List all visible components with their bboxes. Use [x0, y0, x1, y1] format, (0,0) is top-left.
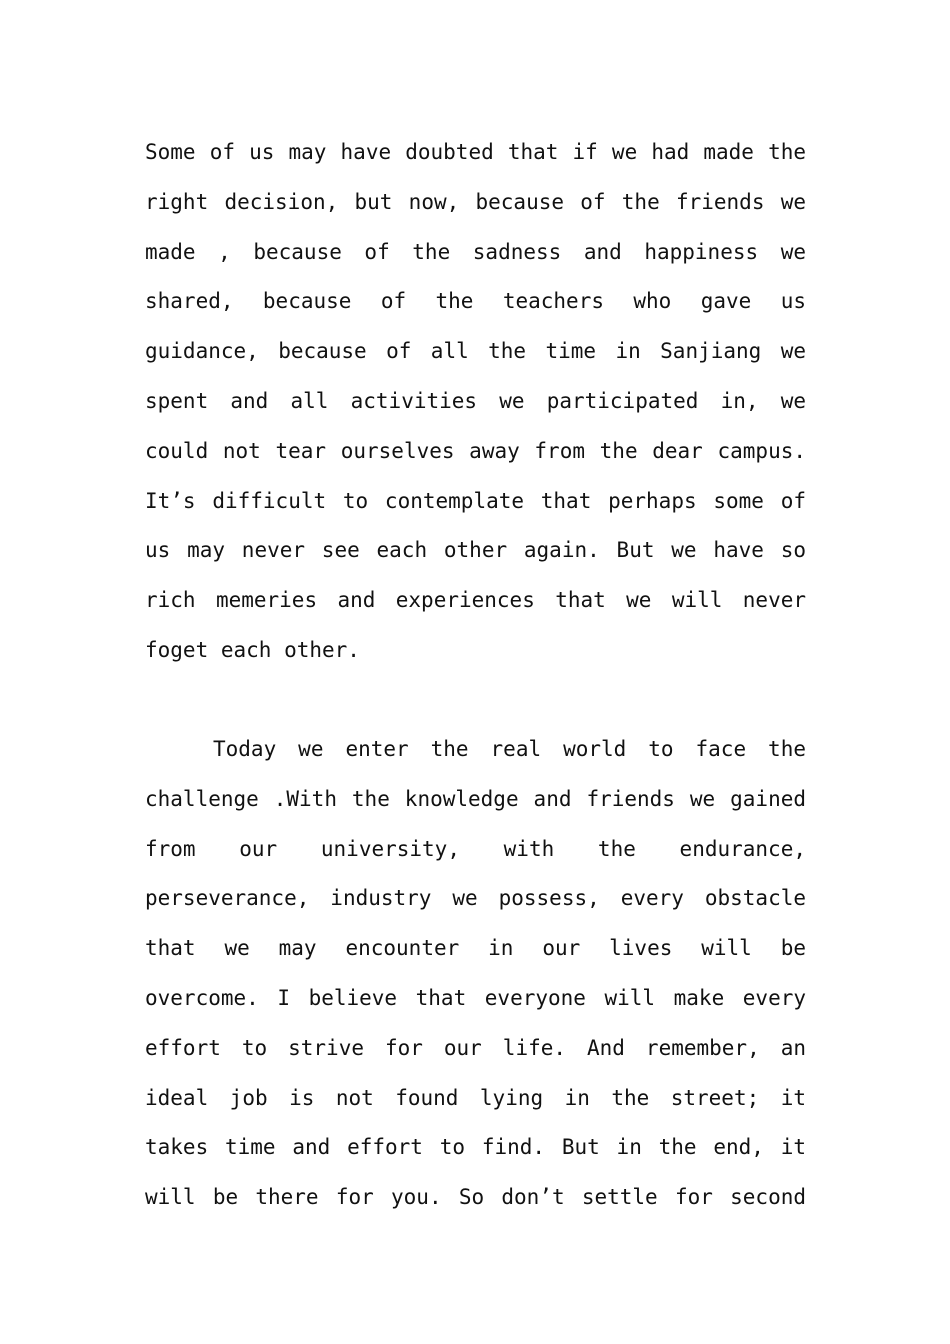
paragraph-1 [145, 128, 806, 676]
text-line: It’s difficult to contemplate that perhaps some of [145, 488, 806, 513]
text-line: perseverance, industry we possess, every obstacle [145, 886, 806, 911]
text-line: will be there for you. So don’t settle for second [145, 1185, 806, 1210]
text-line: could not tear ourselves away from the dear campus. [145, 438, 806, 463]
text-line: Today we enter the real world to face the [213, 737, 806, 761]
text-line: that we may encounter in our lives will be [145, 936, 806, 961]
text-line: rich memeries and experiences that we will never [145, 588, 806, 613]
text-line: effort to strive for our life. And remember, an [145, 1035, 806, 1060]
text-line: Some of us may have doubted that if we had made the [145, 140, 806, 164]
text-line: us may never see each other again. But we have so [145, 538, 806, 563]
text-line: from our university, with the endurance, [145, 836, 806, 861]
text-line: made , because of the sadness and happiness we [145, 239, 806, 264]
text-line: right decision, but now, because of the friends we [145, 189, 806, 214]
text-line: spent and all activities we participated in, we [145, 388, 806, 413]
text-line: foget each other. [145, 637, 360, 662]
paragraph-2 [145, 725, 806, 1223]
text-line: shared, because of the teachers who gave us [145, 289, 806, 314]
text-line: ideal job is not found lying in the street; it [145, 1085, 806, 1110]
text-line: challenge .With the knowledge and friends we gained [145, 786, 806, 811]
text-line: guidance, because of all the time in Sanjiang we [145, 339, 806, 364]
text-line: overcome. I believe that everyone will make every [145, 985, 806, 1010]
text-line: takes time and effort to find. But in the end, it [145, 1135, 806, 1160]
